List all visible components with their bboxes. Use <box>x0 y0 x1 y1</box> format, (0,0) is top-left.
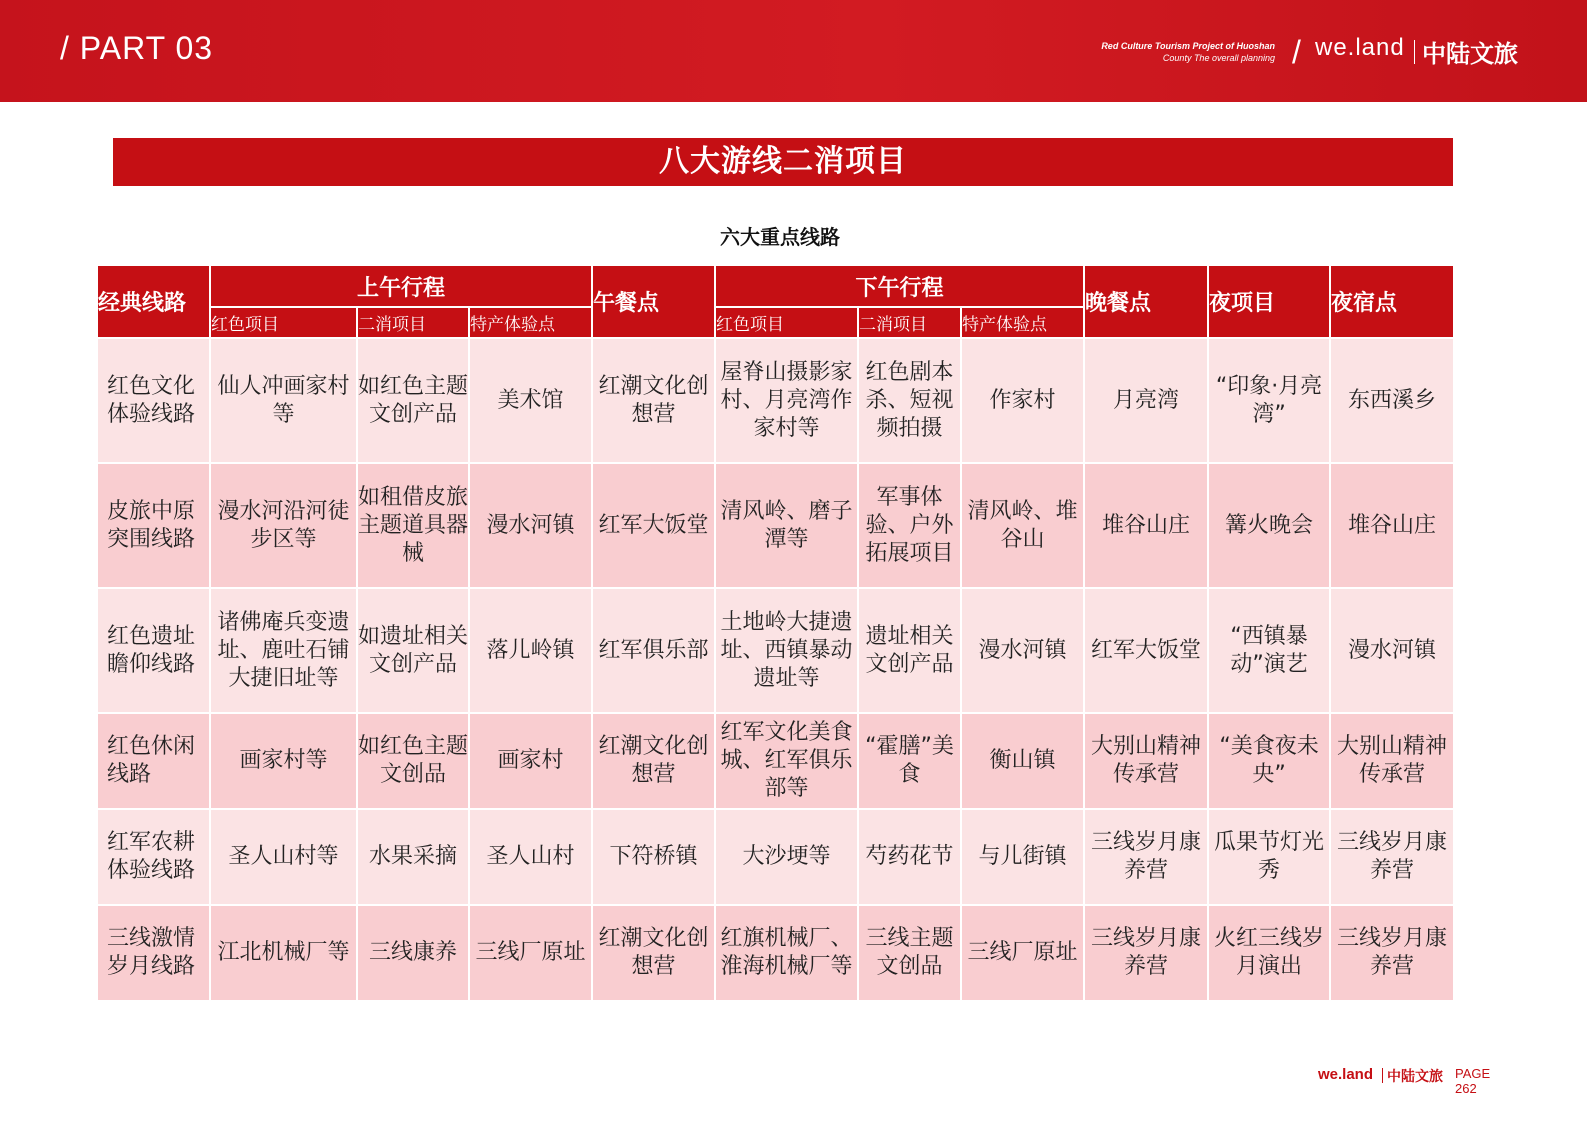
cell-route: 皮旅中原突围线路 <box>97 463 210 588</box>
brand-slash: / <box>1292 34 1301 70</box>
cell-dinner: 三线岁月康养营 <box>1084 905 1208 1001</box>
page-indicator <box>1455 1066 1490 1096</box>
cell-am-specialty: 圣人山村 <box>469 809 592 905</box>
table-row <box>97 338 1454 463</box>
cell-night: 火红三线岁月演出 <box>1208 905 1330 1001</box>
cell-pm-red: 清风岭、磨子潭等 <box>715 463 858 588</box>
subheader-pm-consume: 二消项目 <box>858 307 961 338</box>
cell-pm-specialty: 清风岭、堆谷山 <box>961 463 1084 588</box>
cell-night: “美食夜未央” <box>1208 713 1330 809</box>
cell-pm-red: 土地岭大捷遗址、西镇暴动遗址等 <box>715 588 858 713</box>
cell-dinner: 堆谷山庄 <box>1084 463 1208 588</box>
cell-route: 红色遗址瞻仰线路 <box>97 588 210 713</box>
cell-route: 红军农耕体验线路 <box>97 809 210 905</box>
cell-stay: 堆谷山庄 <box>1330 463 1454 588</box>
header-afternoon: 下午行程 <box>715 265 1084 307</box>
brand-tagline <box>1101 40 1275 64</box>
cell-am-red: 画家村等 <box>210 713 357 809</box>
cell-night: “印象·月亮湾” <box>1208 338 1330 463</box>
cell-stay: 三线岁月康养营 <box>1330 809 1454 905</box>
cell-am-specialty: 三线厂原址 <box>469 905 592 1001</box>
cell-pm-consume: “霍膳”美食 <box>858 713 961 809</box>
brand-tagline-line2: County The overall planning <box>1162 53 1275 63</box>
cell-am-red: 江北机械厂等 <box>210 905 357 1001</box>
brand-tagline-line1: Red Culture Tourism Project of Huoshan <box>1101 41 1275 51</box>
cell-pm-red: 红旗机械厂、淮海机械厂等 <box>715 905 858 1001</box>
footer-logo: we.land <box>1318 1066 1374 1083</box>
header-stay: 夜宿点 <box>1330 265 1454 338</box>
cell-dinner: 红军大饭堂 <box>1084 588 1208 713</box>
top-banner <box>0 0 1587 102</box>
brand-name-cn: 中陆文旅 <box>1422 40 1518 68</box>
header-night: 夜项目 <box>1208 265 1330 338</box>
cell-lunch: 红军俱乐部 <box>592 588 715 713</box>
cell-stay: 三线岁月康养营 <box>1330 905 1454 1001</box>
cell-am-red: 仙人冲画家村等 <box>210 338 357 463</box>
cell-am-specialty: 美术馆 <box>469 338 592 463</box>
subheader-pm-specialty: 特产体验点 <box>961 307 1084 338</box>
table-row <box>97 588 1454 713</box>
cell-pm-consume: 遗址相关文创产品 <box>858 588 961 713</box>
cell-am-specialty: 落儿岭镇 <box>469 588 592 713</box>
subheader-pm-red: 红色项目 <box>715 307 858 338</box>
cell-lunch: 下符桥镇 <box>592 809 715 905</box>
cell-pm-red: 大沙埂等 <box>715 809 858 905</box>
cell-am-specialty: 漫水河镇 <box>469 463 592 588</box>
cell-am-consume: 如租借皮旅主题道具器械 <box>357 463 469 588</box>
table-row <box>97 463 1454 588</box>
cell-night: 篝火晚会 <box>1208 463 1330 588</box>
cell-dinner: 大别山精神传承营 <box>1084 713 1208 809</box>
subheader-am-specialty: 特产体验点 <box>469 307 592 338</box>
cell-route: 三线激情岁月线路 <box>97 905 210 1001</box>
cell-dinner: 月亮湾 <box>1084 338 1208 463</box>
cell-am-consume: 三线康养 <box>357 905 469 1001</box>
route-table <box>96 264 1455 1002</box>
cell-am-consume: 水果采摘 <box>357 809 469 905</box>
cell-am-red: 圣人山村等 <box>210 809 357 905</box>
cell-am-red: 漫水河沿河徒步区等 <box>210 463 357 588</box>
cell-stay: 大别山精神传承营 <box>1330 713 1454 809</box>
header-dinner: 晚餐点 <box>1084 265 1208 338</box>
cell-pm-specialty: 与儿街镇 <box>961 809 1084 905</box>
cell-lunch: 红潮文化创想营 <box>592 713 715 809</box>
cell-route: 红色休闲线路 <box>97 713 210 809</box>
header-morning: 上午行程 <box>210 265 592 307</box>
table-row <box>97 809 1454 905</box>
cell-am-consume: 如红色主题文创品 <box>357 713 469 809</box>
cell-pm-consume: 军事体验、户外拓展项目 <box>858 463 961 588</box>
cell-pm-red: 红军文化美食城、红军俱乐部等 <box>715 713 858 809</box>
cell-pm-consume: 芍药花节 <box>858 809 961 905</box>
cell-night: 瓜果节灯光秀 <box>1208 809 1330 905</box>
cell-am-consume: 如遗址相关文创产品 <box>357 588 469 713</box>
cell-lunch: 红潮文化创想营 <box>592 338 715 463</box>
cell-pm-specialty: 漫水河镇 <box>961 588 1084 713</box>
brand-divider <box>1414 40 1415 64</box>
subheader-am-red: 红色项目 <box>210 307 357 338</box>
header-route: 经典线路 <box>97 265 210 338</box>
table-row <box>97 905 1454 1001</box>
cell-lunch: 红潮文化创想营 <box>592 905 715 1001</box>
cell-pm-consume: 三线主题文创品 <box>858 905 961 1001</box>
cell-stay: 东西溪乡 <box>1330 338 1454 463</box>
cell-pm-specialty: 三线厂原址 <box>961 905 1084 1001</box>
table-subtitle: 六大重点线路 <box>720 225 840 249</box>
part-label: / PART 03 <box>60 30 214 66</box>
page-number: 262 <box>1455 1081 1477 1096</box>
cell-pm-consume: 红色剧本杀、短视频拍摄 <box>858 338 961 463</box>
table-row <box>97 713 1454 809</box>
cell-stay: 漫水河镇 <box>1330 588 1454 713</box>
cell-lunch: 红军大饭堂 <box>592 463 715 588</box>
cell-pm-red: 屋脊山摄影家村、月亮湾作家村等 <box>715 338 858 463</box>
cell-am-red: 诸佛庵兵变遗址、鹿吐石铺大捷旧址等 <box>210 588 357 713</box>
header-lunch: 午餐点 <box>592 265 715 338</box>
cell-night: “西镇暴动”演艺 <box>1208 588 1330 713</box>
cell-am-consume: 如红色主题文创产品 <box>357 338 469 463</box>
page-label: PAGE <box>1455 1066 1491 1081</box>
subheader-am-consume: 二消项目 <box>357 307 469 338</box>
footer-brand-cn: 中陆文旅 <box>1387 1069 1443 1085</box>
cell-dinner: 三线岁月康养营 <box>1084 809 1208 905</box>
footer-divider <box>1382 1068 1383 1083</box>
cell-pm-specialty: 作家村 <box>961 338 1084 463</box>
cell-route: 红色文化体验线路 <box>97 338 210 463</box>
cell-am-specialty: 画家村 <box>469 713 592 809</box>
section-title: 八大游线二消项目 <box>113 138 1453 186</box>
brand-logo: we.land <box>1315 34 1405 61</box>
cell-pm-specialty: 衡山镇 <box>961 713 1084 809</box>
